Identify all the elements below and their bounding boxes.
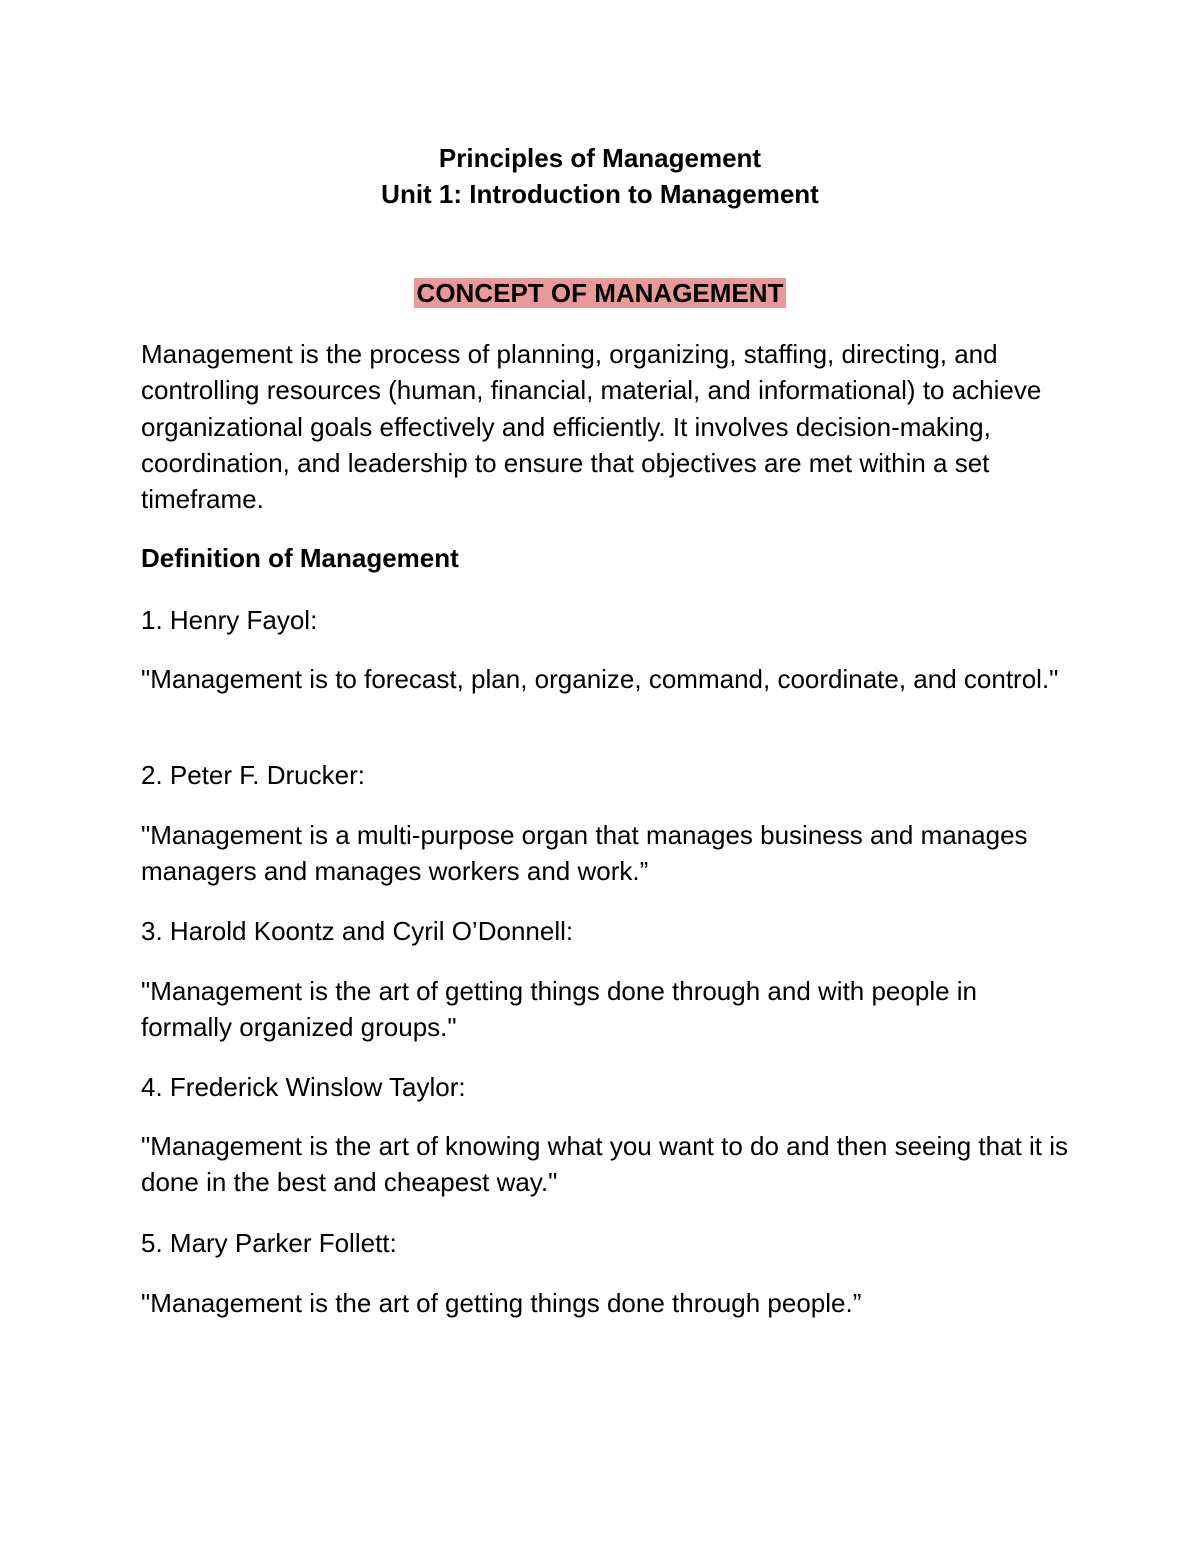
definition-quote-1: "Management is to forecast, plan, organize, command, coordinate, and control." (141, 664, 1059, 694)
definition-quote-4: "Management is the art of knowing what you want to do and then seeing that it is done in the best and cheapest way." (141, 1131, 1069, 1198)
definition-quote-3: "Management is the art of getting things done through and with people in formally organized groups." (141, 976, 978, 1043)
definition-author-2: 2. Peter F. Drucker: (141, 760, 365, 790)
section-heading (0, 277, 1200, 309)
document-title: Principles of Management (438, 143, 762, 173)
definition-author-1: 1. Henry Fayol: (141, 605, 318, 635)
definition-quote-2: "Management is a multi-purpose organ that manages business and manages managers and manages workers and work.” (141, 820, 1028, 887)
intro-paragraph: Management is the process of planning, organizing, staffing, directing, and controlling resources (human, financial, material, and informational) to achieve organizational goals effectively and efficiently. It involves decision-making, coordination, and leadership to ensure that objectives are met within a set timeframe. (141, 339, 1042, 515)
definition-author-4: 4. Frederick Winslow Taylor: (141, 1072, 466, 1102)
section-heading-highlight: CONCEPT OF MANAGEMENT (414, 278, 787, 308)
definitions-heading: Definition of Management (141, 543, 459, 573)
definition-quote-5: "Management is the art of getting things done through people.” (141, 1288, 862, 1318)
document-subtitle: Unit 1: Introduction to Management (381, 179, 819, 209)
definition-author-5: 5. Mary Parker Follett: (141, 1228, 397, 1258)
definition-author-3: 3. Harold Koontz and Cyril O’Donnell: (141, 916, 574, 946)
